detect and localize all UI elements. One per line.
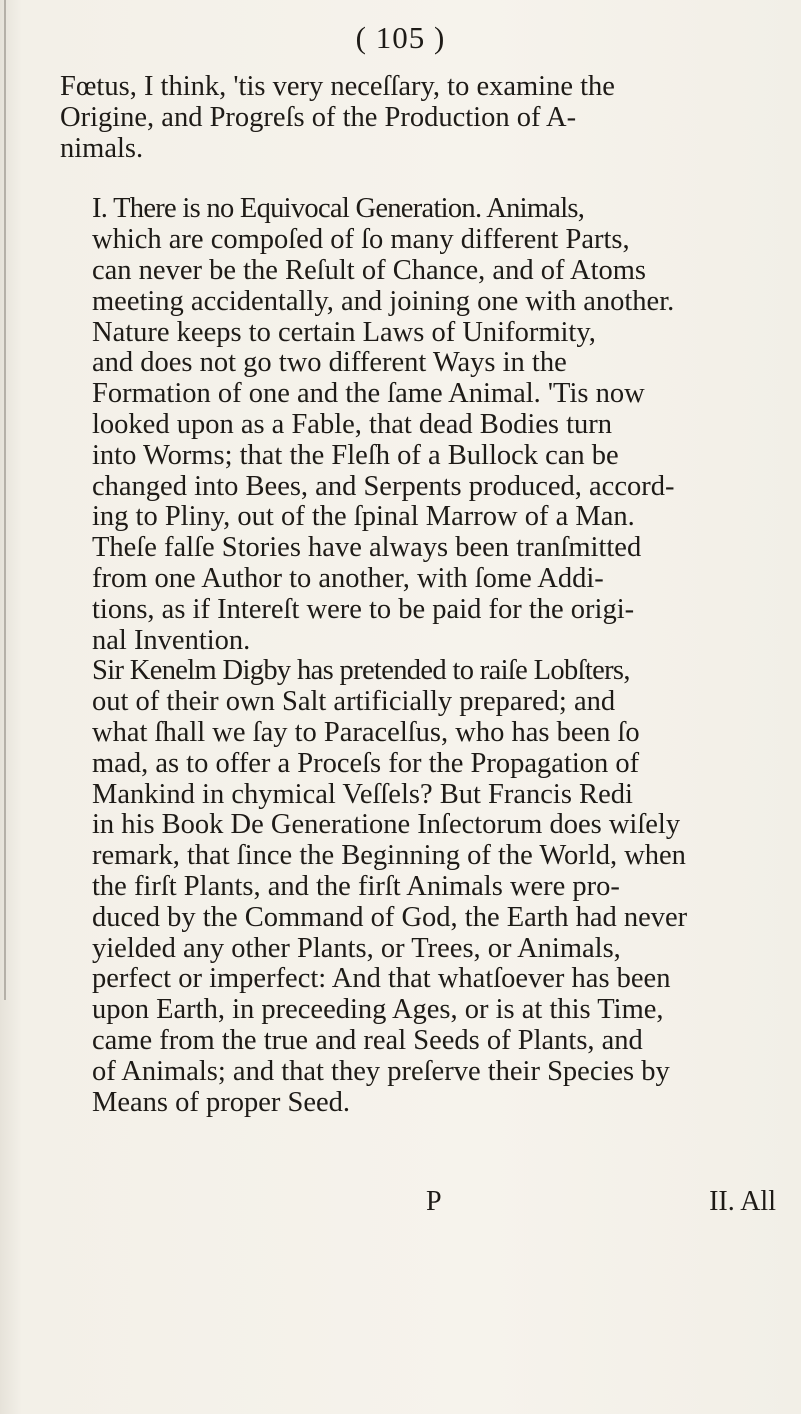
- text-line: and does not go two different Ways in the: [92, 347, 567, 379]
- text-line: of Animals; and that they preſerve their Species by: [92, 1055, 670, 1087]
- text-line: Nature keeps to certain Laws of Uniformity,: [92, 316, 596, 348]
- text-line: which are compoſed of ſo many different Parts,: [92, 224, 630, 256]
- catchword: II. All: [709, 1186, 776, 1217]
- text-line: upon Earth, in preceeding Ages, or is at this Time,: [92, 994, 664, 1026]
- text-line: nal Invention.: [92, 624, 251, 656]
- text-line: out of their own Salt artificially prepared; and: [92, 686, 616, 718]
- body-text: [60, 72, 786, 1118]
- text-line: Theſe falſe Stories have always been tranſmitted: [92, 532, 642, 564]
- page-number: ( 105 ): [355, 20, 446, 55]
- text-line: Sir Kenelm Digby has pretended to raiſe Lobſters,: [92, 655, 630, 687]
- text-line: duced by the Command of God, the Earth had never: [92, 901, 688, 933]
- text-line: what ſhall we ſay to Paracelſus, who has been ſo: [92, 716, 640, 748]
- text-line: remark, that ſince the Beginning of the World, when: [92, 840, 686, 872]
- text-line: the firſt Plants, and the firſt Animals were pro-: [92, 870, 620, 902]
- text-line: Mankind in chymical Veſſels? But Francis Redi: [92, 778, 633, 810]
- text-line: can never be the Reſult of Chance, and of Atoms: [92, 254, 646, 286]
- paragraph-2: [60, 194, 786, 656]
- gutter-shadow: [4, 0, 6, 1000]
- text-line: Formation of one and the ſame Animal. 'Tis now: [92, 378, 645, 410]
- signature-mark: P: [426, 1186, 442, 1217]
- text-line: Origine, and Progreſs of the Production of A-: [60, 101, 577, 133]
- text-line: from one Author to another, with ſome Addi-: [92, 562, 604, 594]
- text-line: changed into Bees, and Serpents produced, accord-: [92, 470, 675, 502]
- text-line: I. There is no Equivocal Generation. Animals,: [92, 193, 585, 225]
- text-line: into Worms; that the Fleſh of a Bullock can be: [92, 439, 619, 471]
- paragraph-3: [60, 656, 786, 1118]
- text-line: yielded any other Plants, or Trees, or Animals,: [92, 932, 621, 964]
- text-line: meeting accidentally, and joining one with another.: [92, 285, 675, 317]
- text-line: in his Book De Generatione Inſectorum does wiſely: [92, 809, 681, 841]
- text-line: perfect or imperfect: And that whatſoever has been: [92, 963, 671, 995]
- text-line: nimals.: [60, 132, 144, 164]
- text-line: tions, as if Intereſt were to be paid for the origi-: [92, 593, 635, 625]
- text-line: Means of proper Seed.: [92, 1086, 351, 1118]
- text-line: came from the true and real Seeds of Plants, and: [92, 1024, 643, 1056]
- text-line: Fœtus, I think, 'tis very neceſſary, to examine the: [60, 71, 615, 102]
- text-line: ing to Pliny, out of the ſpinal Marrow of a Man.: [92, 501, 635, 533]
- paragraph-1: [60, 72, 786, 164]
- text-line: mad, as to offer a Proceſs for the Propagation of: [92, 747, 640, 779]
- text-line: looked upon as a Fable, that dead Bodies turn: [92, 408, 613, 440]
